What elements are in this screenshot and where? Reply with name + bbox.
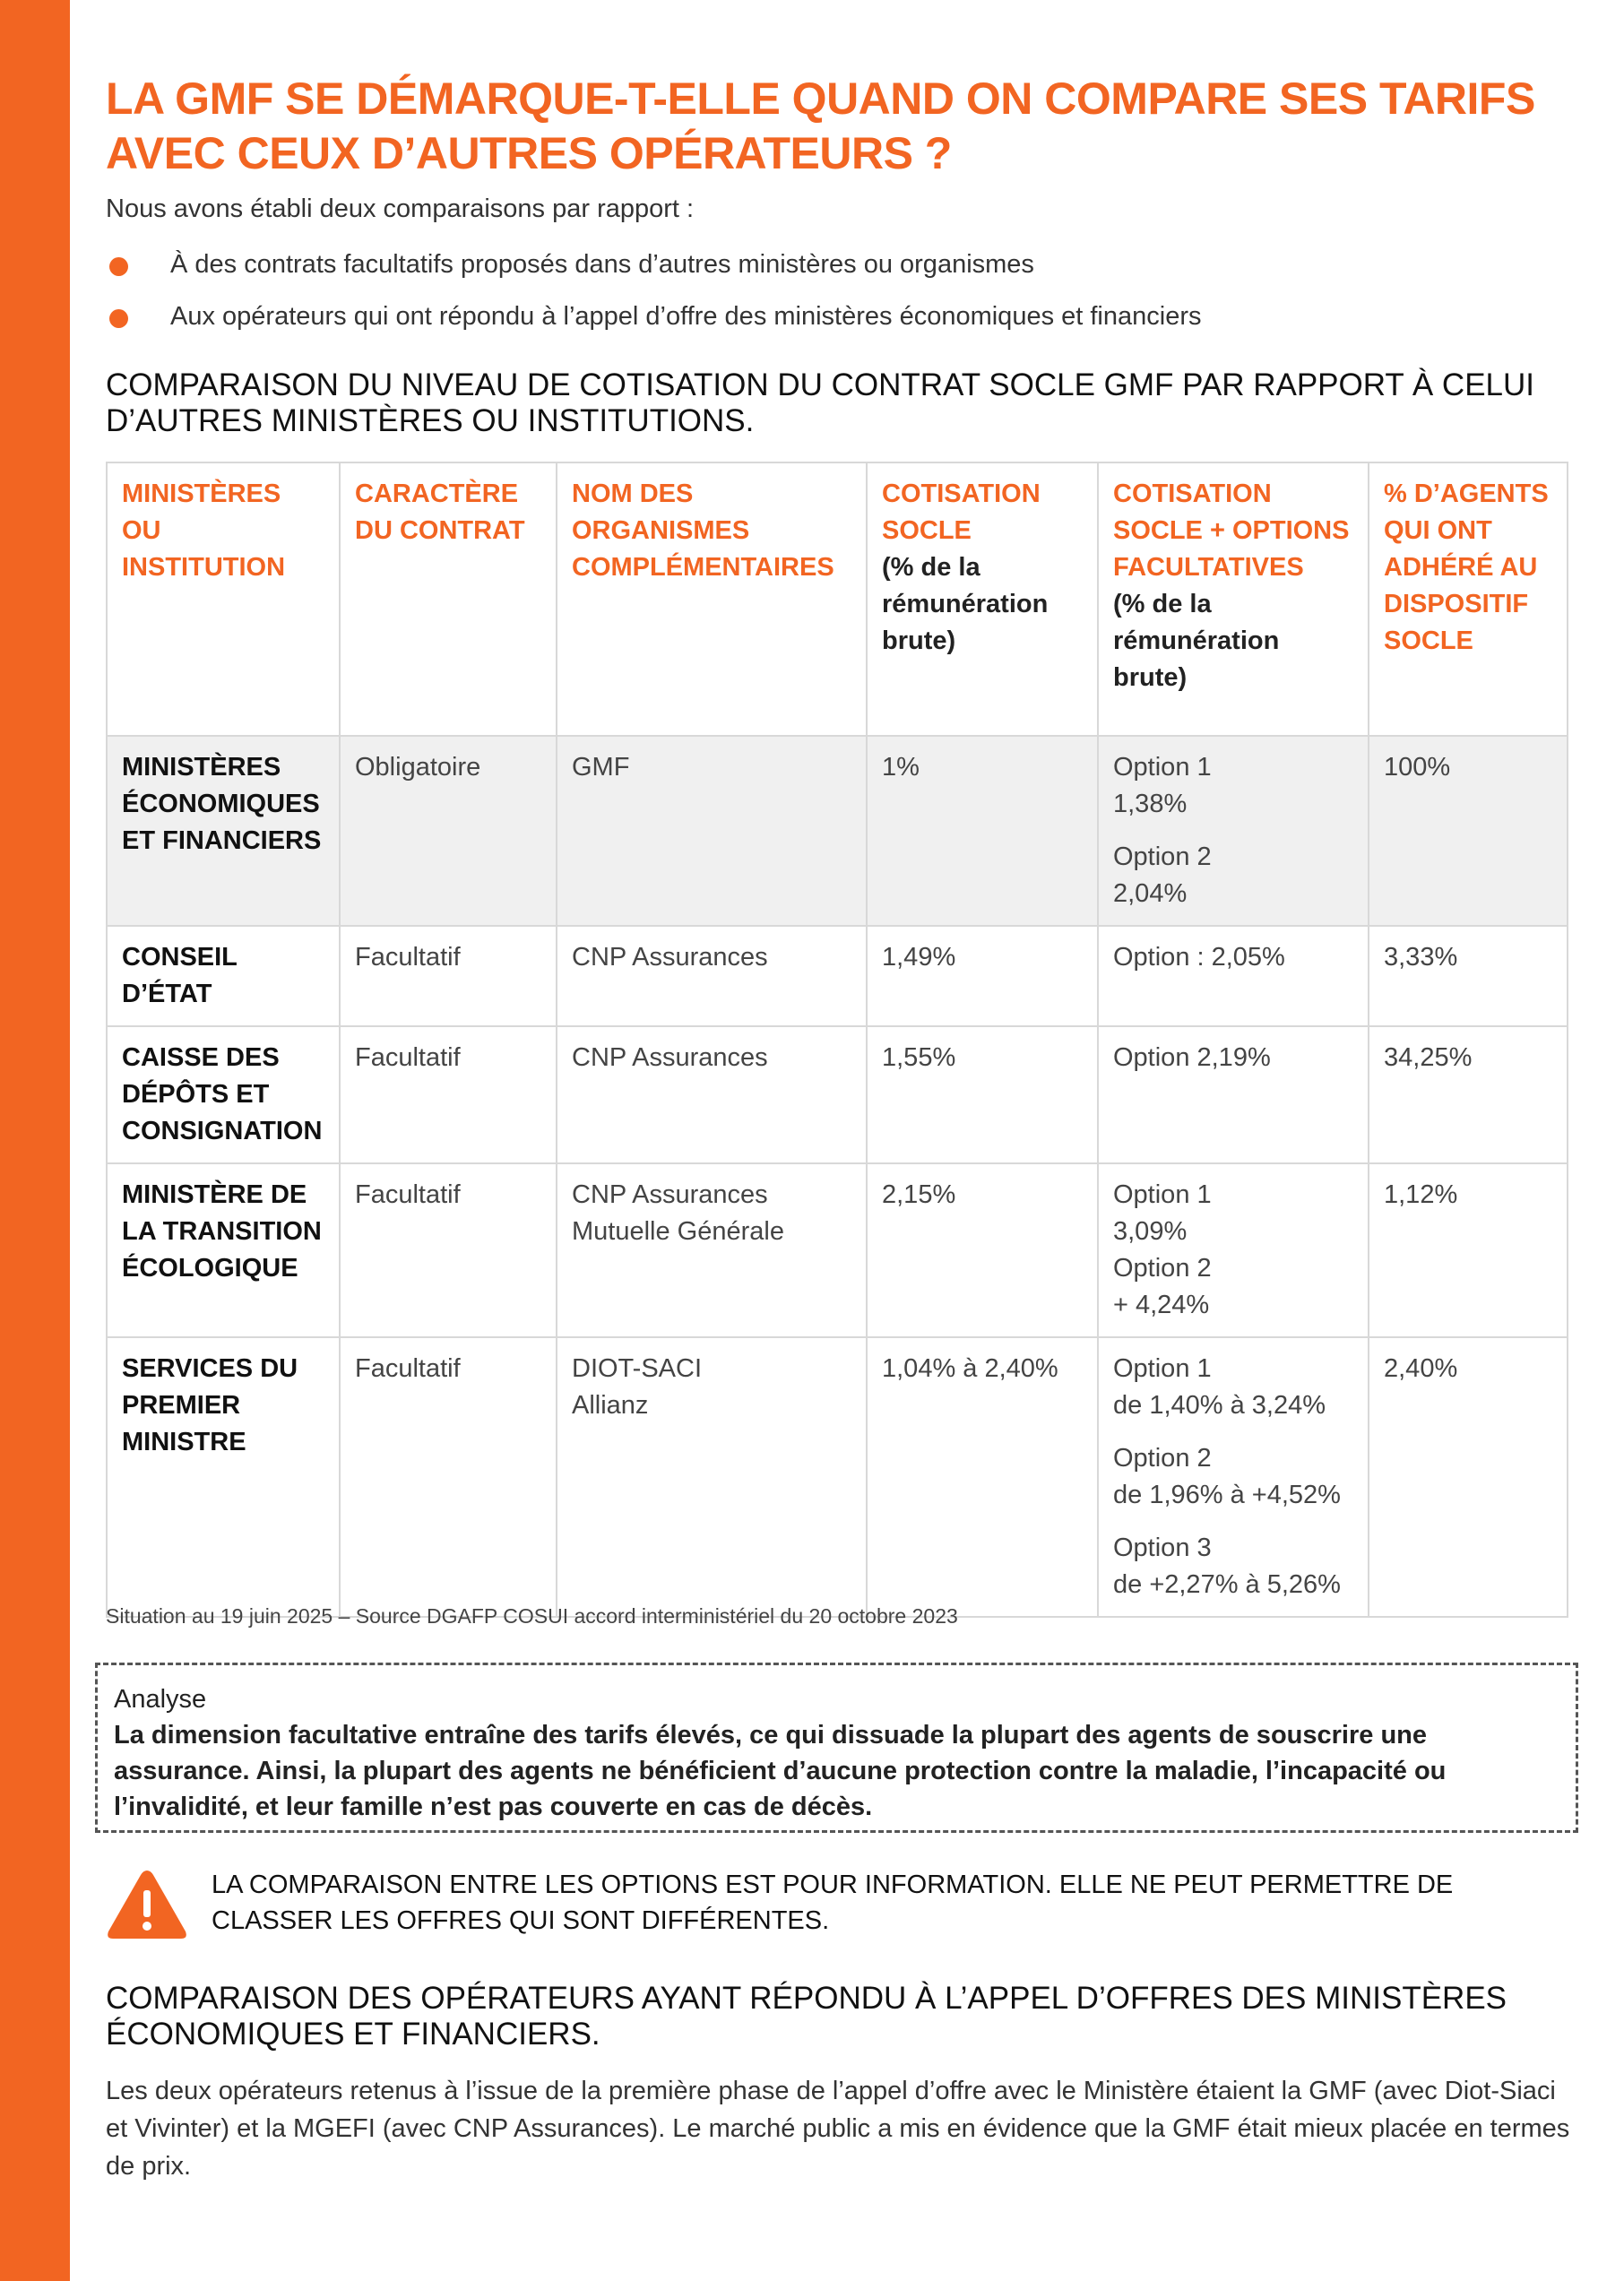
cell-organisms: DIOT-SACI Allianz: [557, 1337, 867, 1617]
cell-ministry: SERVICES DU PREMIER MINISTRE: [107, 1337, 340, 1617]
cell-organisms: CNP Assurances: [557, 926, 867, 1026]
cell-socle: 2,15%: [867, 1163, 1098, 1337]
table-row: [107, 1337, 1568, 1617]
bullet-item: [106, 298, 1201, 350]
page-title: LA GMF SE DÉMARQUE-T-ELLE QUAND ON COMPARE SES TARIFS AVEC CEUX D’AUTRES OPÉRATEURS ?: [106, 73, 1535, 178]
bullet-text: Aux opérateurs qui ont répondu à l’appel d’offre des ministères économiques et financiers: [170, 302, 1202, 331]
source-note: Situation au 19 juin 2025 – Source DGAFP COSUI accord interministériel du 20 octobre 2023: [106, 1604, 958, 1628]
table-header-row: [107, 462, 1568, 736]
header-socle-unit: (% de la rémunération brute): [882, 553, 1049, 655]
header-options-unit: (% de la rémunération brute): [1113, 590, 1280, 692]
cell-nature: Facultatif: [340, 1026, 557, 1163]
section-title-tender-operators: COMPARAISON DES OPÉRATEURS AYANT RÉPONDU À L’APPEL D’OFFRES DES MINISTÈRES ÉCONOMIQUES ET FINANCIERS.: [106, 1981, 1507, 2052]
cell-adherence: 3,33%: [1369, 926, 1568, 1026]
bullet-item: [106, 246, 1201, 298]
cell-options: Option 2,19%: [1098, 1026, 1369, 1163]
cell-adherence: 1,12%: [1369, 1163, 1568, 1337]
cell-socle: 1,55%: [867, 1026, 1098, 1163]
cell-options: Option 1 3,09% Option 2 + 4,24%: [1098, 1163, 1369, 1337]
orange-side-bar: [0, 0, 70, 2281]
analysis-text: La dimension facultative entraîne des tarifs élevés, ce qui dissuade la plupart des agents de souscrire une assurance. Ainsi, la plupart des agents ne bénéficient d’aucune protection contre la maladie, l’incapacité ou l’invalidité, et leur famille n’est pas couverte en cas de décès.: [114, 1721, 1447, 1821]
cell-socle: 1%: [867, 736, 1098, 926]
cell-ministry: MINISTÈRES ÉCONOMIQUES ET FINANCIERS: [107, 736, 340, 926]
header-options: COTISATION SOCLE + OPTIONS FACULTATIVES (% de la rémunération brute): [1098, 462, 1369, 736]
table-row: [107, 1026, 1568, 1163]
cell-nature: Facultatif: [340, 1163, 557, 1337]
header-nature: CARACTÈRE DU CONTRAT: [340, 462, 557, 736]
header-socle: COTISATION SOCLE (% de la rémunération brute): [867, 462, 1098, 736]
cell-options: Option 1 de 1,40% à 3,24% Option 2 de 1,96% à +4,52% Option 3 de +2,27% à 5,26%: [1098, 1337, 1369, 1617]
analysis-label: Analyse: [114, 1685, 207, 1714]
cell-nature: Obligatoire: [340, 736, 557, 926]
warning-notice: [106, 1867, 1585, 1948]
cell-adherence: 34,25%: [1369, 1026, 1568, 1163]
bullet-text: À des contrats facultatifs proposés dans d’autres ministères ou organismes: [170, 250, 1034, 279]
bullet-dot-icon: [109, 257, 128, 276]
cell-nature: Facultatif: [340, 926, 557, 1026]
cell-socle: 1,04% à 2,40%: [867, 1337, 1098, 1617]
warning-text: LA COMPARAISON ENTRE LES OPTIONS EST POUR INFORMATION. ELLE NE PEUT PERMETTRE DE CLASSER LES OFFRES QUI SONT DIFFÉRENTES.: [212, 1871, 1454, 1935]
cell-ministry: MINISTÈRE DE LA TRANSITION ÉCOLOGIQUE: [107, 1163, 340, 1337]
cell-organisms: GMF: [557, 736, 867, 926]
bullet-list: [106, 246, 1201, 350]
cell-socle: 1,49%: [867, 926, 1098, 1026]
cell-options: Option : 2,05%: [1098, 926, 1369, 1026]
cell-organisms: CNP Assurances: [557, 1026, 867, 1163]
warning-icon: [106, 1867, 188, 1942]
header-organisms: NOM DES ORGANISMES COMPLÉMENTAIRES: [557, 462, 867, 736]
cell-nature: Facultatif: [340, 1337, 557, 1617]
header-adherence: % D’AGENTS QUI ONT ADHÉRÉ AU DISPOSITIF SOCLE: [1369, 462, 1568, 736]
analysis-box: [95, 1663, 1578, 1833]
cell-adherence: 2,40%: [1369, 1337, 1568, 1617]
cell-adherence: 100%: [1369, 736, 1568, 926]
cell-ministry: CONSEIL D’ÉTAT: [107, 926, 340, 1026]
cell-organisms: CNP Assurances Mutuelle Générale: [557, 1163, 867, 1337]
section-title-comparison-ministries: COMPARAISON DU NIVEAU DE COTISATION DU CONTRAT SOCLE GMF PAR RAPPORT À CELUI D’AUTRES MINISTÈRES OU INSTITUTIONS.: [106, 367, 1535, 438]
intro-text: Nous avons établi deux comparaisons par rapport :: [106, 194, 695, 223]
header-ministry: MINISTÈRES OU INSTITUTION: [107, 462, 340, 736]
table-row: [107, 926, 1568, 1026]
comparison-table: [106, 462, 1568, 1618]
cell-options: Option 1 1,38% Option 2 2,04%: [1098, 736, 1369, 926]
bullet-dot-icon: [109, 309, 128, 328]
table-row: [107, 736, 1568, 926]
table-row: [107, 1163, 1568, 1337]
cell-ministry: CAISSE DES DÉPÔTS ET CONSIGNATION: [107, 1026, 340, 1163]
conclusion-paragraph: Les deux opérateurs retenus à l’issue de la première phase de l’appel d’offre avec le Ministère étaient la GMF (avec Diot-Siaci et Vivinter) et la MGEFI (avec CNP Assurances). Le marché public a mis en évidence que la GMF était mieux placée en termes de prix.: [106, 2077, 1570, 2181]
